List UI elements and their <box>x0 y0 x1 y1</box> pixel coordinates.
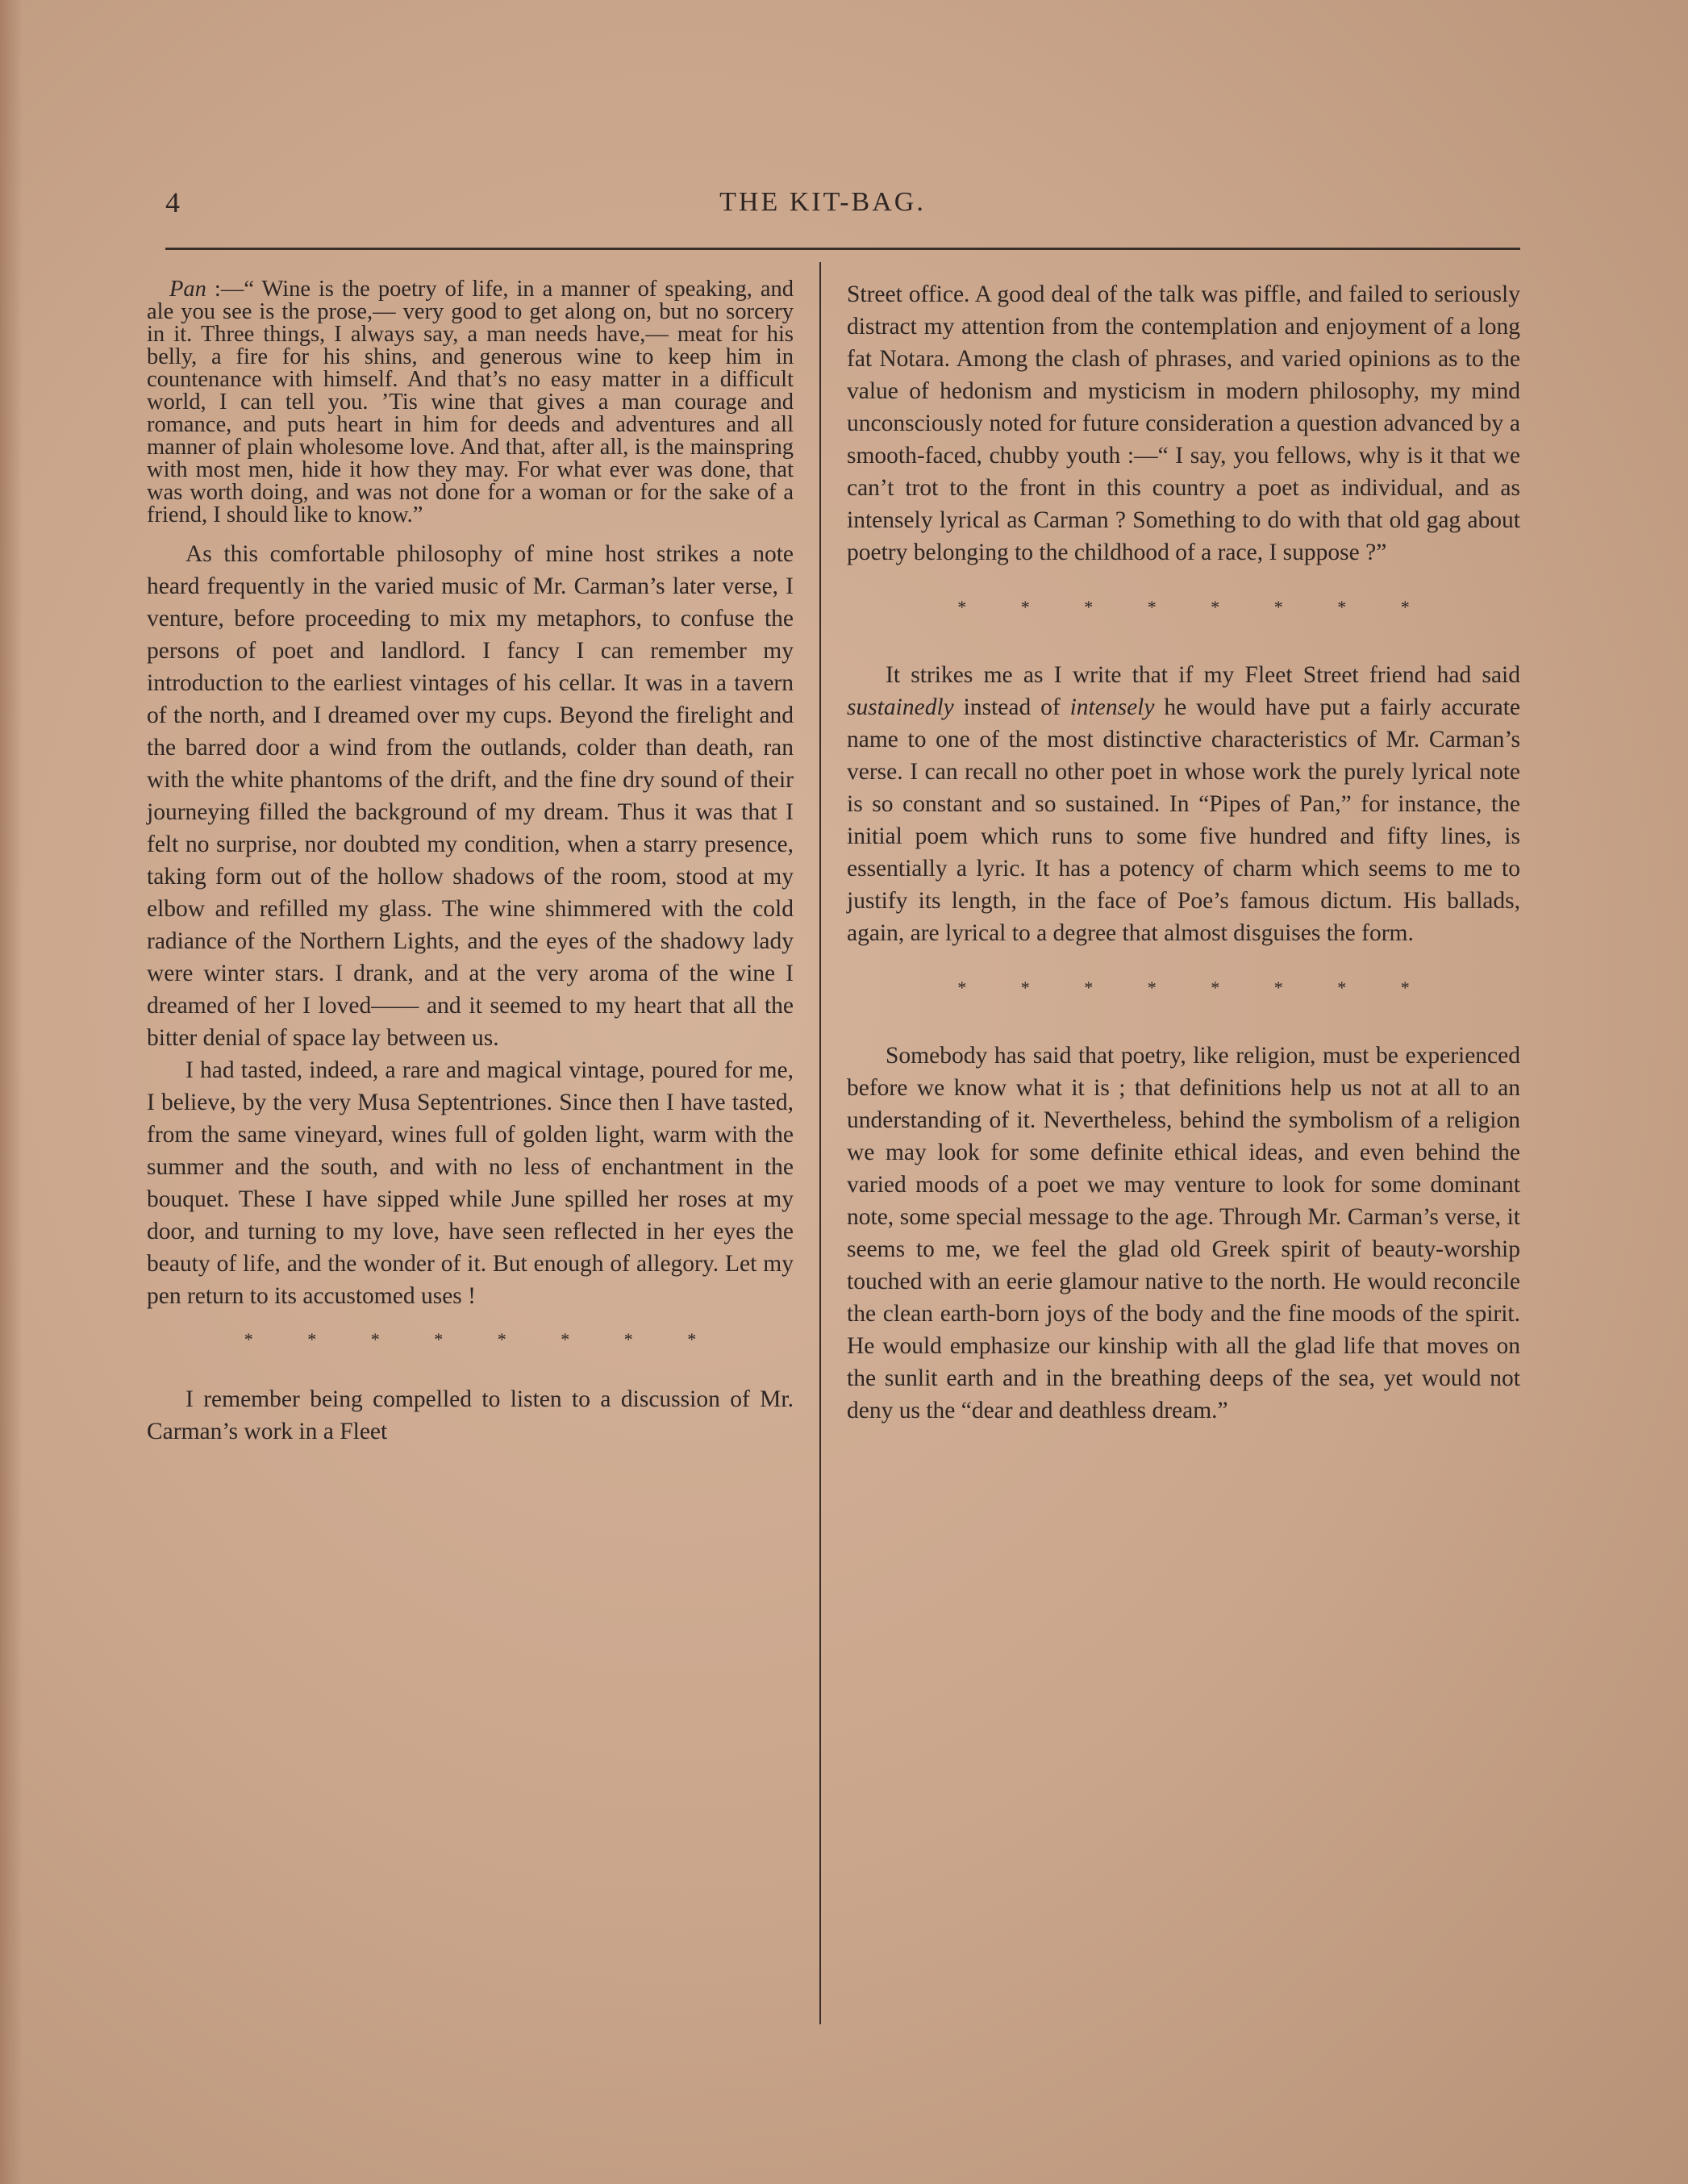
paragraph-fleet-street-start: I remember being compelled to listen to a discussion of Mr. Carman’s work in a Fleet <box>147 1386 794 1444</box>
running-title: THE KIT-BAG. <box>719 187 926 217</box>
speaker-name: Pan <box>169 277 206 302</box>
page-header <box>129 185 1516 234</box>
right-column <box>847 278 1520 1427</box>
pan-quote-text: :—“ Wine is the poetry of life, in a manner of speaking, and ale you see is the prose,— very good to get along on, but no sorcery in it. Three things, I always say, a man needs have,— meat for his belly, a fire for his shins, and generous wine to keep him in countenance with himself. And that’s no easy matter in a difficult world, I can tell you. ’Tis wine that gives a man courage and romance, and puts heart in him for deeds and adventures and all manner of plain wholesome love. And that, after all, is the mainspring with most men, hide it how they may. For what ever was done, that was worth doing, and was not done for a woman or for the sake of a friend, I should like to know.” <box>147 277 794 527</box>
left-column <box>147 278 794 1448</box>
pan-quote-paragraph <box>147 278 794 527</box>
section-separator: * * * * * * * * <box>244 1329 697 1349</box>
emphasis-intensely: intensely <box>1069 694 1155 720</box>
emphasis-sustainedly: sustainedly <box>847 694 954 720</box>
page-number: 4 <box>165 186 181 219</box>
paragraph-religion: Somebody has said that poetry, like religion, must be experienced before we know what it is ; that definitions help us not at all to an understanding of it. Nevertheless, behind the symbolism of a religion we may look for some definite ethical ideas, and even behind the varied moods of a poet we may venture to look for some dominant note, some special message to the age. Through Mr. Carman’s verse, it seems to me, we feel the glad old Greek spirit of beauty-worship touched with an eerie glamour native to the north. He would reconcile the clean earth-born joys of the body and the fine moods of the spirit. He would emphasize our kinship with all the glad life that moves on the sunlit earth and in the breathing deeps of the sea, yet would not deny us the “dear and deathless dream.” <box>847 1043 1520 1423</box>
paragraph-lyrical <box>847 659 1520 949</box>
page-edge-shadow <box>0 0 23 2184</box>
lyrical-text-b: instead of <box>953 694 1070 720</box>
paragraph-vintage: I had tasted, indeed, a rare and magical vintage, poured for me, I believe, by the very Musa Septentriones. Since then I have tasted, from the same vineyard, wines full of golden light, warm with the summer and the south, and with no less of enchantment in the bouquet. These I have sipped while June spilled her roses at my door, and turning to my love, have seen reflected in her eyes the beauty of life, and the wonder of it. But enough of allegory. Let my pen return to its accustomed uses ! <box>147 1057 794 1309</box>
column-divider <box>819 262 821 2024</box>
header-rule <box>165 248 1520 250</box>
paragraph-philosophy: As this comfortable philosophy of mine host strikes a note heard frequently in the varied music of Mr. Carman’s later verse, I venture, before proceeding to mix my metaphors, to confuse the persons of poet and landlord. I fancy I can remember my introduction to the earliest vintages of his cellar. It was in a tavern of the north, and I dreamed over my cups. Beyond the firelight and the barred door a wind from the outlands, colder than death, ran with the white phantoms of the drift, and the fine dry sound of their journeying filled the background of my dream. Thus it was that I felt no surprise, nor doubted my condition, when a starry presence, taking form out of the hollow shadows of the room, stood at my elbow and refilled my glass. The wine shimmered with the cold radiance of the Northern Lights, and the eyes of the shadowy lady were winter stars. I drank, and at the very aroma of the wine I dreamed of her I loved—— and it seemed to my heart that all the bitter denial of space lay between us. <box>147 541 794 1051</box>
paragraph-fleet-street-end: Street office. A good deal of the talk was piffle, and failed to seriously distract my attention from the contemplation and enjoyment of a long fat Notara. Among the clash of phrases, and varied opinions as to the value of hedonism and mysticism in modern philosophy, my mind unconsciously noted for future consideration a question advanced by a smooth-faced, chubby youth :—“ I say, you fellows, why is it that we can’t trot to the front in this country a poet as individual, and as intensely lyrical as Carman ? Something to do with that old gag about poetry belonging to the childhood of a race, I suppose ?” <box>847 281 1520 565</box>
section-separator: * * * * * * * * <box>957 977 1410 998</box>
section-separator: * * * * * * * * <box>957 597 1410 617</box>
lyrical-text-a: It strikes me as I write that if my Fleet Street friend had said <box>886 662 1520 688</box>
lyrical-text-c: he would have put a fairly accurate name to one of the most distinctive characteristics of Mr. Carman’s verse. I can recall no other poet in whose work the purely lyrical note is so constant and so sustained. In “Pipes of Pan,” for instance, the initial poem which runs to some five hundred and fifty lines, is essentially a lyric. It has a potency of charm which seems to me to justify its length, in the face of Poe’s famous dictum. His ballads, again, are lyrical to a degree that almost disguises the form. <box>847 694 1520 946</box>
